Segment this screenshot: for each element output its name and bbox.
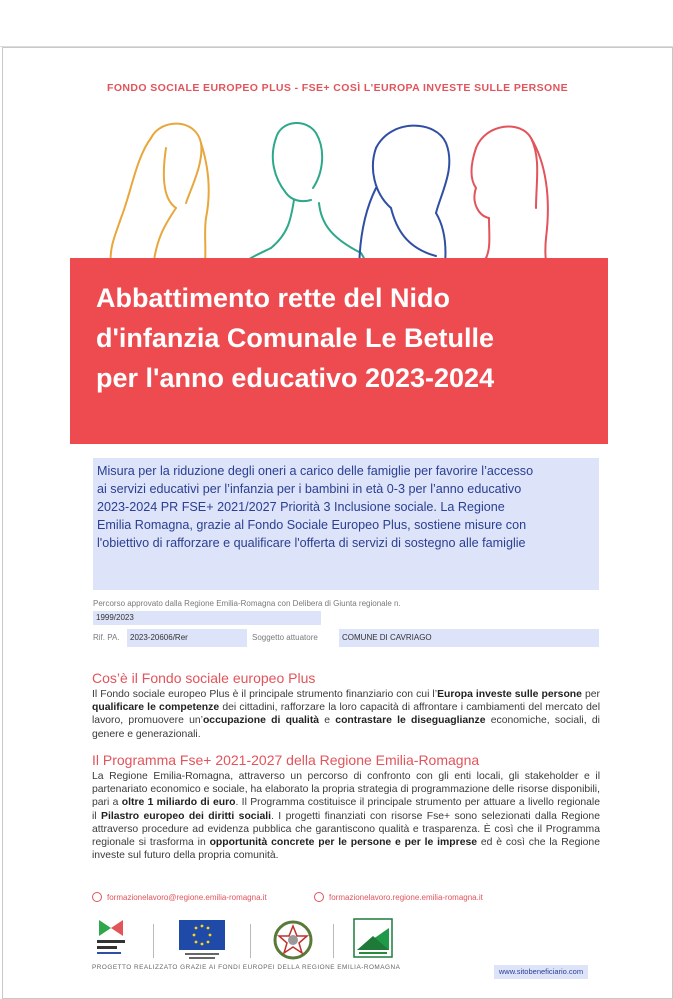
s2-text-3: . I progetti finanziati con risorse Fse+ sono selezionati dalla Regione attraverso procedure ad evidenza pubblica che garantiscono qualità e trasparenza. È così che il Programma regionale si trasforma in	[92, 810, 600, 849]
logo-divider	[250, 924, 251, 958]
logos-row	[91, 916, 611, 966]
website-contact[interactable]	[314, 892, 483, 902]
globe-icon	[314, 892, 324, 902]
email-icon	[92, 892, 102, 902]
description-line-5: l'obiettivo di rafforzare e qualificare l'offerta di servizi di sostegno alle famiglie	[97, 536, 526, 550]
s1-bold-2: qualificare le competenze	[92, 702, 220, 714]
section-fse-title: Cos’è il Fondo sociale europeo Plus	[92, 670, 316, 686]
rif-label: Rif. PA.	[93, 633, 120, 642]
s2-text-1: La Regione Emilia-Romagna, attraverso un percorso di confronto con gli enti locali, gli stakeholder e il partenariato economico e sociale, ha elaborato la propria strategia di programmazione delle risorse disponibili, pari a	[92, 771, 600, 809]
email-text[interactable]: formazionelavoro@regione.emilia-romagna.it	[107, 892, 267, 902]
s2-bold-2: Pilastro europeo dei diritti sociali	[101, 810, 272, 822]
s1-text-2: per	[581, 689, 600, 700]
header-banner	[3, 82, 672, 94]
title-line-2: d'infanzia Comunale Le Betulle	[96, 323, 494, 353]
description-line-4: Emilia Romagna, grazie al Fondo Sociale Europeo Plus, sostiene misure con	[97, 518, 527, 532]
header-tagline: COSÌ L'EUROPA INVESTE SULLE PERSONE	[333, 82, 568, 94]
rif-field: 2023-20606/Rer	[127, 629, 247, 647]
page-title	[96, 278, 596, 398]
delibera-field: 1999/2023	[93, 611, 321, 625]
s2-bold-3: opportunità concrete per le persone e per le imprese	[209, 837, 478, 849]
s2-text-2: . Il Programma costituisce il principale strumento per attuare a livello regionale il	[92, 797, 601, 822]
s2-text-4: ed è così che la Regione investe sul futuro della propria comunità.	[92, 837, 600, 862]
approval-label: Percorso approvato dalla Regione Emilia-Romagna con Delibera di Giunta regionale n.	[93, 599, 401, 608]
s1-bold-3: occupazione di qualità	[202, 715, 320, 727]
top-bar	[0, 0, 673, 47]
coesione-logo	[91, 916, 131, 960]
email-contact[interactable]	[92, 892, 267, 902]
soggetto-field: COMUNE DI CAVRIAGO	[339, 629, 599, 647]
section-fse-text	[92, 688, 600, 741]
footer-text: PROGETTO REALIZZATO GRAZIE AI FONDI EUROPEI DELLA REGIONE EMILIA-ROMAGNA	[92, 964, 401, 971]
s1-bold-4: contrastare le diseguaglianze	[335, 715, 486, 727]
header-prefix: FONDO SOCIALE EUROPEO PLUS - FSE+	[107, 82, 334, 94]
logo-divider	[153, 924, 154, 958]
s1-text-5: economiche, sociali, di genere e generazionali.	[92, 715, 600, 740]
description-line-2: ai servizi educativi per l’infanzia per i bambini in età 0-3 per l’anno educativo	[97, 482, 522, 496]
s1-text-3: dei cittadini, rafforzare la loro capacità di affrontare i cambiamenti del mercato del lavoro, promuovere un’	[92, 702, 600, 727]
eu-flag-logo	[179, 920, 225, 960]
italian-emblem-logo	[271, 918, 315, 962]
site-badge[interactable]: www.sitobeneficiario.com	[494, 965, 588, 979]
title-banner	[70, 258, 608, 444]
s1-bold-1: Europa investe sulle persone	[437, 689, 582, 700]
description-line-1: Misura per la riduzione degli oneri a carico delle famiglie per favorire l’accesso	[97, 464, 534, 478]
regione-logo	[353, 918, 393, 962]
description-line-3: 2023-2024 PR FSE+ 2021/2027 Priorità 3 Inclusione sociale. La Regione	[97, 500, 505, 514]
title-line-1: Abbattimento rette del Nido	[96, 283, 451, 313]
section-programma-text	[92, 770, 600, 862]
website-text[interactable]: formazionelavoro.regione.emilia-romagna.it	[329, 892, 483, 902]
description-box	[93, 458, 599, 590]
description-text	[97, 462, 597, 552]
s1-text-4: e	[319, 715, 336, 727]
title-line-3: per l'anno educativo 2023-2024	[96, 363, 495, 393]
section-programma-title: Il Programma Fse+ 2021-2027 della Regione Emilia-Romagna	[92, 752, 480, 768]
soggetto-label: Soggetto attuatore	[252, 633, 318, 642]
s2-bold-1: oltre 1 miliardo di euro	[121, 797, 236, 809]
s1-text-1: Il Fondo sociale europeo Plus è il principale strumento finanziario con cui l’	[92, 689, 438, 700]
logo-divider	[333, 924, 334, 958]
poster	[2, 47, 673, 999]
